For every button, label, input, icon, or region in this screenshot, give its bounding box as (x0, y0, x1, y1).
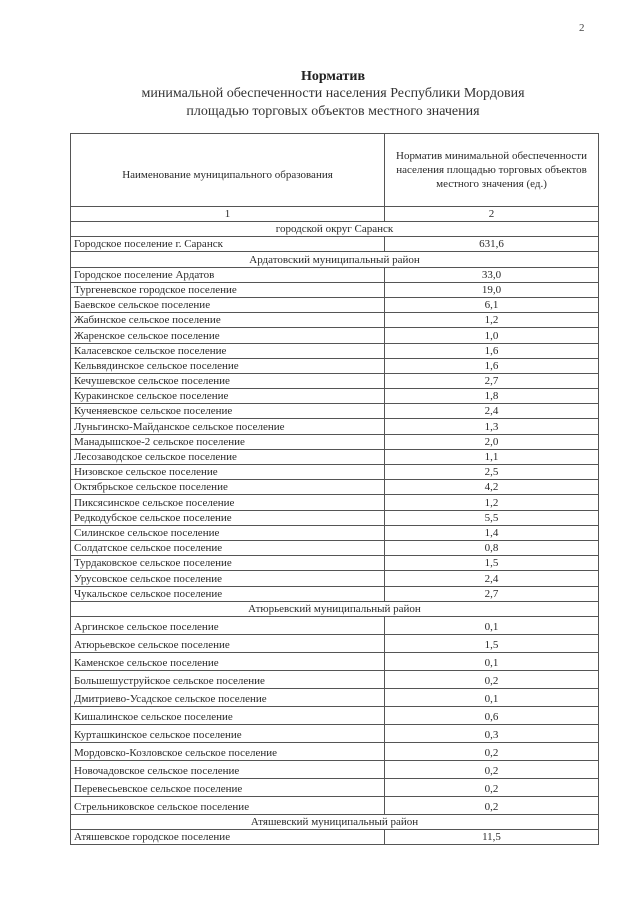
municipality-name: Тургеневское городское поселение (71, 282, 385, 297)
table-row (71, 495, 599, 510)
norm-value: 1,6 (385, 358, 599, 373)
norm-value: 0,3 (385, 724, 599, 742)
table-row (71, 634, 599, 652)
table-row (71, 571, 599, 586)
norm-value: 1,0 (385, 328, 599, 343)
section-row (71, 601, 599, 616)
municipality-name: Стрельниковское сельское поселение (71, 796, 385, 814)
municipality-name: Куракинское сельское поселение (71, 389, 385, 404)
table-row (71, 434, 599, 449)
norm-value: 0,2 (385, 760, 599, 778)
table-row (71, 706, 599, 724)
table-row (71, 688, 599, 706)
section-title: Атюрьевский муниципальный район (71, 601, 599, 616)
municipality-name: Курташкинское сельское поселение (71, 724, 385, 742)
table-row (71, 313, 599, 328)
norm-value: 0,2 (385, 670, 599, 688)
municipality-name: Луньгинско-Майданское сельское поселение (71, 419, 385, 434)
norm-value: 631,6 (385, 237, 599, 252)
municipality-name: Турдаковское сельское поселение (71, 556, 385, 571)
norm-table (70, 133, 599, 845)
table-row (71, 480, 599, 495)
table-row (71, 556, 599, 571)
table-row (71, 830, 599, 845)
norm-value: 0,6 (385, 706, 599, 724)
norm-value: 0,1 (385, 616, 599, 634)
norm-value: 1,3 (385, 419, 599, 434)
title-main: Норматив (300, 69, 366, 84)
municipality-name: Редкодубское сельское поселение (71, 510, 385, 525)
table-row (71, 760, 599, 778)
municipality-name: Кученяевское сельское поселение (71, 404, 385, 419)
norm-value: 0,8 (385, 540, 599, 555)
norm-value: 1,1 (385, 449, 599, 464)
municipality-name: Дмитриево-Усадское сельское поселение (71, 688, 385, 706)
norm-value: 0,1 (385, 652, 599, 670)
norm-value: 5,5 (385, 510, 599, 525)
table-row (71, 343, 599, 358)
municipality-name: Низовское сельское поселение (71, 465, 385, 480)
table-row (71, 510, 599, 525)
municipality-name: Атюрьевское сельское поселение (71, 634, 385, 652)
norm-value: 1,5 (385, 634, 599, 652)
section-row (71, 222, 599, 237)
table-row (71, 373, 599, 388)
municipality-name: Кишалинское сельское поселение (71, 706, 385, 724)
table-row (71, 358, 599, 373)
table-header-row (71, 134, 599, 207)
municipality-name: Жаренское сельское поселение (71, 328, 385, 343)
municipality-name: Городское поселение Ардатов (71, 267, 385, 282)
header-municipality: Наименование муниципального образования (71, 134, 385, 207)
norm-value: 1,2 (385, 495, 599, 510)
table-row (71, 540, 599, 555)
table-row (71, 389, 599, 404)
norm-value: 2,4 (385, 404, 599, 419)
table-row (71, 652, 599, 670)
municipality-name: Жабинское сельское поселение (71, 313, 385, 328)
title-line-1: минимальной обеспеченности населения Республики Мордовия (141, 86, 525, 101)
table-row (71, 778, 599, 796)
norm-value: 2,7 (385, 373, 599, 388)
norm-value: 0,2 (385, 742, 599, 760)
document-title (70, 68, 596, 121)
section-row (71, 814, 599, 829)
norm-value: 1,4 (385, 525, 599, 540)
norm-value: 1,6 (385, 343, 599, 358)
header-norm: Норматив минимальной обеспеченности населения площадью торговых объектов местного значения (ед.) (385, 134, 599, 207)
column-number-1: 1 (71, 207, 385, 222)
municipality-name: Атяшевское городское поселение (71, 830, 385, 845)
municipality-name: Пиксясинское сельское поселение (71, 495, 385, 510)
norm-value: 2,5 (385, 465, 599, 480)
norm-value: 19,0 (385, 282, 599, 297)
norm-value: 1,5 (385, 556, 599, 571)
table-row (71, 282, 599, 297)
municipality-name: Новочадовское сельское поселение (71, 760, 385, 778)
municipality-name: Урусовское сельское поселение (71, 571, 385, 586)
norm-value: 1,2 (385, 313, 599, 328)
table-row (71, 742, 599, 760)
section-title: Ардатовский муниципальный район (71, 252, 599, 267)
table-row (71, 297, 599, 312)
municipality-name: Мордовско-Козловское сельское поселение (71, 742, 385, 760)
norm-value: 0,2 (385, 778, 599, 796)
norm-value: 11,5 (385, 830, 599, 845)
table-row (71, 419, 599, 434)
municipality-name: Каменское сельское поселение (71, 652, 385, 670)
norm-value: 2,0 (385, 434, 599, 449)
table-row (71, 465, 599, 480)
column-number-2: 2 (385, 207, 599, 222)
table-row (71, 586, 599, 601)
table-row (71, 449, 599, 464)
municipality-name: Солдатское сельское поселение (71, 540, 385, 555)
table-row (71, 404, 599, 419)
page-number: 2 (579, 22, 585, 34)
municipality-name: Силинское сельское поселение (71, 525, 385, 540)
section-row (71, 252, 599, 267)
municipality-name: Каласевское сельское поселение (71, 343, 385, 358)
municipality-name: Баевское сельское поселение (71, 297, 385, 312)
table-row (71, 237, 599, 252)
municipality-name: Кечушевское сельское поселение (71, 373, 385, 388)
municipality-name: Городское поселение г. Саранск (71, 237, 385, 252)
norm-value: 0,1 (385, 688, 599, 706)
norm-value: 1,8 (385, 389, 599, 404)
table-row (71, 525, 599, 540)
norm-value: 2,4 (385, 571, 599, 586)
table-row (71, 670, 599, 688)
municipality-name: Чукальское сельское поселение (71, 586, 385, 601)
table-row (71, 796, 599, 814)
norm-table-body (71, 134, 599, 845)
municipality-name: Аргинское сельское поселение (71, 616, 385, 634)
municipality-name: Кельвядинское сельское поселение (71, 358, 385, 373)
municipality-name: Манадышское-2 сельское поселение (71, 434, 385, 449)
table-row (71, 616, 599, 634)
norm-value: 0,2 (385, 796, 599, 814)
table-row (71, 267, 599, 282)
table-row (71, 724, 599, 742)
norm-value: 33,0 (385, 267, 599, 282)
title-line-2: площадью торговых объектов местного значения (186, 104, 480, 119)
norm-value: 2,7 (385, 586, 599, 601)
municipality-name: Перевесьевское сельское поселение (71, 778, 385, 796)
section-title: городской округ Саранск (71, 222, 599, 237)
table-row (71, 328, 599, 343)
norm-value: 6,1 (385, 297, 599, 312)
municipality-name: Лесозаводское сельское поселение (71, 449, 385, 464)
column-number-row (71, 207, 599, 222)
section-title: Атяшевский муниципальный район (71, 814, 599, 829)
municipality-name: Октябрьское сельское поселение (71, 480, 385, 495)
municipality-name: Большешуструйское сельское поселение (71, 670, 385, 688)
norm-value: 4,2 (385, 480, 599, 495)
